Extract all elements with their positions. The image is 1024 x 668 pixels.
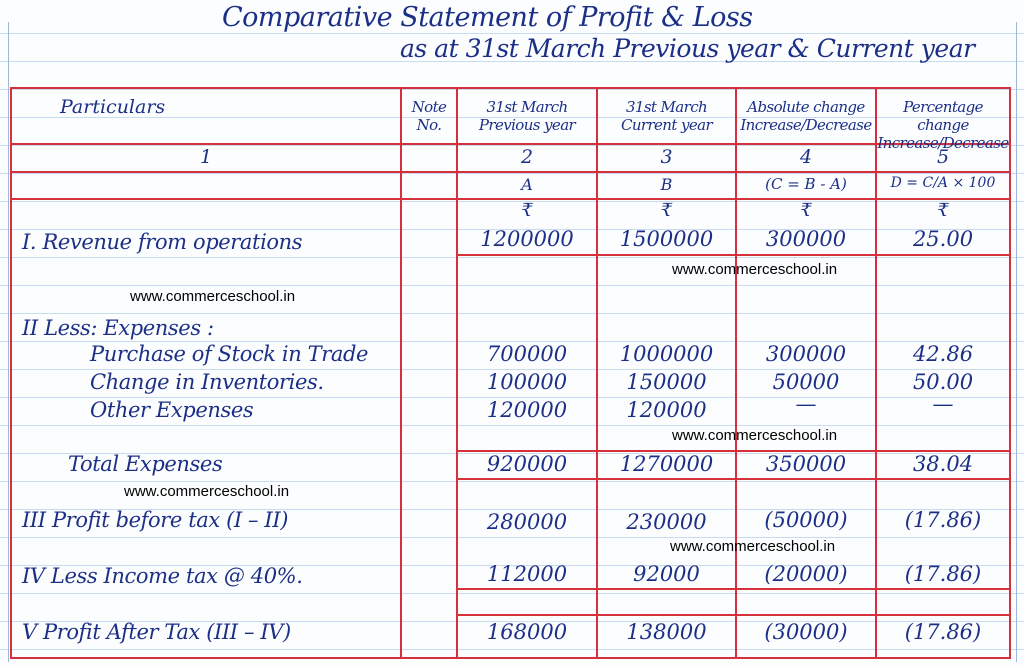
row-total-expenses-label: Total Expenses: [68, 452, 223, 476]
row-pat-prev: 168000: [486, 620, 568, 644]
row-pat-curr: 138000: [626, 620, 707, 644]
col-number-1: 1: [199, 146, 213, 168]
grid-hline-after-tax: [456, 588, 1011, 590]
row-change-inventories-curr: 150000: [626, 370, 707, 394]
col-letter-a: A: [521, 175, 533, 194]
row-total-expenses-prev: 920000: [486, 452, 568, 476]
row-change-inventories-prev: 100000: [486, 370, 568, 394]
row-pat-abs: (30000): [764, 620, 848, 644]
col-letter-b: B: [660, 175, 673, 194]
header-pct-line1: Percentage change: [903, 98, 983, 134]
row-tax-curr: 92000: [633, 562, 700, 586]
row-tax-abs: (20000): [764, 562, 848, 586]
header-prev-line1: 31st March: [486, 98, 568, 116]
row-tax-label: IV Less Income tax @ 40%.: [22, 564, 303, 588]
row-purchase-label: Purchase of Stock in Trade: [90, 342, 369, 366]
watermark-2: www.commerceschool.in: [130, 288, 296, 305]
header-note-line2: No.: [416, 116, 442, 134]
row-pbt-label: III Profit before tax (I – II): [22, 508, 289, 532]
row-purchase-curr: 1000000: [619, 342, 714, 366]
grid-hline-after-revenue: [456, 254, 1011, 256]
row-tax-pct: (17.86): [904, 562, 982, 586]
header-prev-line2: Previous year: [478, 116, 576, 134]
title-line-2: as at 31st March Previous year & Current year: [400, 34, 975, 63]
grid-hline-bottom: [10, 657, 1011, 659]
header-note: [402, 98, 456, 134]
header-curr-line2: Current year: [620, 116, 713, 134]
row-pbt-abs: (50000): [764, 508, 848, 532]
grid-hline-colnums: [10, 171, 1011, 173]
header-abs-line2: Increase/Decrease: [740, 116, 872, 134]
currency-pct: ₹: [937, 200, 949, 221]
row-purchase-prev: 700000: [486, 342, 568, 366]
grid-hline-header: [10, 143, 1011, 145]
row-revenue-prev: 1200000: [480, 227, 574, 251]
col-number-5: 5: [936, 146, 950, 168]
row-pbt-curr: 230000: [626, 510, 707, 534]
row-revenue-abs: 300000: [765, 227, 847, 251]
col-number-2: 2: [520, 146, 534, 168]
currency-curr: ₹: [660, 200, 673, 221]
title-line-1: Comparative Statement of Profit & Loss: [222, 2, 753, 33]
currency-abs: ₹: [800, 200, 812, 221]
col-letter-d: D = C/A × 100: [890, 175, 996, 191]
paper-frame-right: [1016, 22, 1017, 662]
header-percentage-change: [877, 98, 1009, 152]
header-particulars: Particulars: [60, 96, 166, 118]
row-other-expenses-prev: 120000: [486, 398, 568, 422]
row-change-inventories-abs: 50000: [772, 370, 840, 394]
col-number-4: 4: [799, 146, 813, 168]
header-previous-year: [458, 98, 596, 134]
header-current-year: [598, 98, 735, 134]
row-other-expenses-label: Other Expenses: [90, 398, 254, 422]
header-absolute-change: [737, 98, 875, 134]
grid-hline-top: [10, 87, 1011, 89]
row-purchase-pct: 42.86: [912, 342, 974, 366]
row-less-expenses-label: II Less: Expenses :: [22, 316, 214, 340]
watermark-3: www.commerceschool.in: [672, 427, 838, 444]
header-curr-line1: 31st March: [625, 98, 708, 116]
watermark-5: www.commerceschool.in: [670, 538, 836, 555]
header-note-line1: Note: [411, 98, 447, 116]
row-change-inventories-pct: 50.00: [912, 370, 974, 394]
row-change-inventories-label: Change in Inventories.: [90, 370, 324, 394]
row-total-expenses-curr: 1270000: [619, 452, 714, 476]
header-pct-line2: Increase/Decrease: [877, 134, 1009, 152]
paper-frame-left: [8, 22, 9, 662]
row-revenue-pct: 25.00: [912, 227, 974, 251]
grid-hline-before-pat: [456, 614, 1011, 616]
row-other-expenses-curr: 120000: [626, 398, 707, 422]
watermark-1: www.commerceschool.in: [672, 261, 838, 278]
header-abs-line1: Absolute change: [747, 98, 865, 116]
row-total-expenses-abs: 350000: [765, 452, 847, 476]
watermark-4: www.commerceschool.in: [124, 483, 290, 500]
row-other-expenses-abs: —: [795, 392, 817, 416]
row-total-expenses-pct: 38.04: [912, 452, 974, 476]
grid-hline-after-total: [456, 478, 1011, 480]
row-pbt-prev: 280000: [486, 510, 568, 534]
col-letter-c: (C = B - A): [765, 175, 847, 193]
row-pbt-pct: (17.86): [904, 508, 982, 532]
row-revenue-label: I. Revenue from operations: [22, 230, 303, 254]
row-purchase-abs: 300000: [765, 342, 847, 366]
row-pat-label: V Profit After Tax (III – IV): [22, 620, 291, 644]
row-revenue-curr: 1500000: [619, 227, 714, 251]
col-number-3: 3: [660, 146, 673, 168]
row-other-expenses-pct: —: [932, 392, 954, 416]
row-pat-pct: (17.86): [904, 620, 982, 644]
row-tax-prev: 112000: [486, 562, 568, 586]
currency-prev: ₹: [521, 200, 533, 221]
